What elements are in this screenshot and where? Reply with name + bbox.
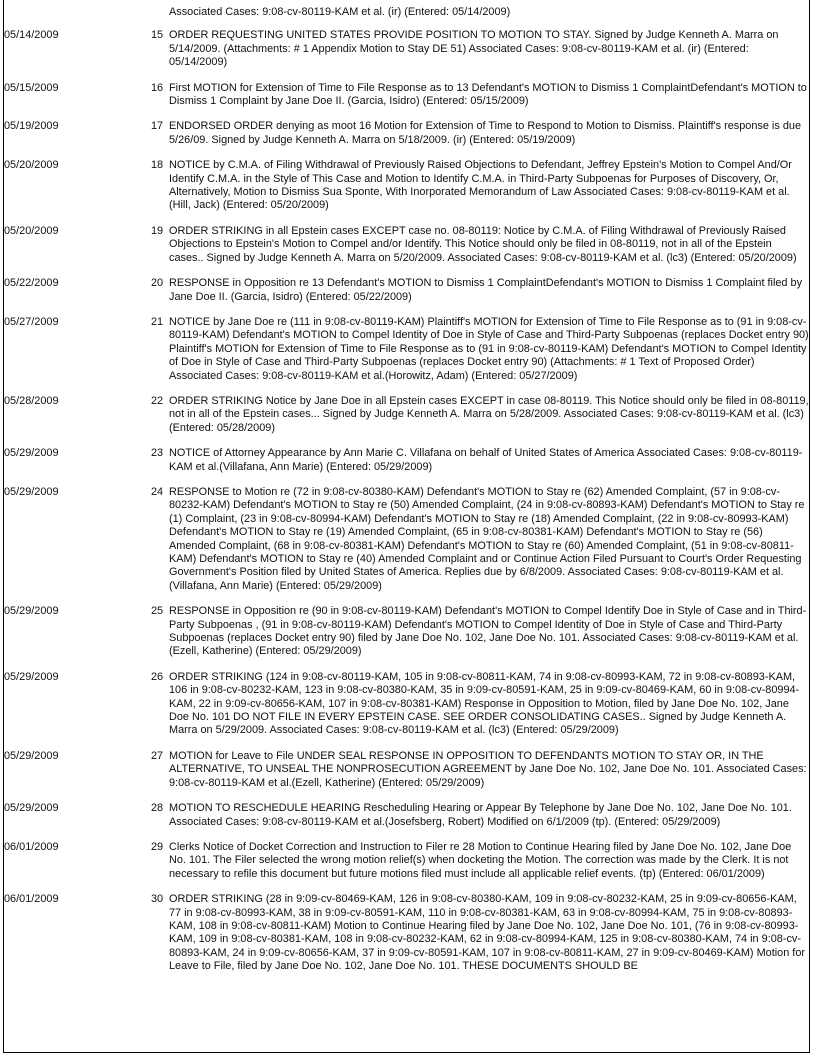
entry-text: NOTICE by Jane Doe re (111 in 9:08-cv-80119-KAM) Plaintiff's MOTION for Extension of Time to File Response as to (91 in 9:08-cv-80119-KAM) Defendant's MOTION to Compel Identity of Doe in Style of Case and Third-Party Subpoenas (replaces Docket entry 90) Plaintiff's MOTION for Extension of Time to File Response as to (91 in 9:08-cv-80119-KAM) Defendant's MOTION to Compel Identity of Doe in Style of Case and Third-Party Subpoenas (replaces Docket entry 90) (Attachments: # 1 Text of Proposed Order) Associated Cases: 9:08-cv-80119-KAM et al.(Horowitz, Adam) (Entered: 05/27/2009) — [169, 315, 809, 382]
entry-date: 05/29/2009 — [4, 670, 59, 683]
entry-date: 05/27/2009 — [4, 315, 59, 328]
entry-date: 05/22/2009 — [4, 277, 59, 290]
entry-date: 05/15/2009 — [4, 81, 59, 94]
entry-number: 27 — [151, 749, 164, 762]
entry-date: 06/01/2009 — [4, 893, 59, 906]
entry-text: ORDER REQUESTING UNITED STATES PROVIDE POSITION TO MOTION TO STAY. Signed by Judge Kenneth A. Marra on 5/14/2009. (Attachments: # 1 Appendix Motion to Stay DE 51) Associated Cases: 9:08-cv-80119-KAM et al. (ir) (Entered: 05/14/2009) — [169, 29, 779, 69]
entry-text: RESPONSE in Opposition re 13 Defendant's MOTION to Dismiss 1 ComplaintDefendant's MOTION to Dismiss 1 Complaint filed by Jane Doe II. (Garcia, Isidro) (Entered: 05/22/2009) — [169, 277, 803, 303]
entry-text: ORDER STRIKING in all Epstein cases EXCEPT case no. 08-80119: Notice by C.M.A. of Filing Withdrawal of Previously Raised Objections to Epstein's Motion to Compel and/or Identify. This Notice should only be filed in 08-80119, not in all of the Epstein cases.. Signed by Judge Kenneth A. Marra on 5/20/2009. Associated Cases: 9:08-cv-80119-KAM et al. (lc3) (Entered: 05/20/2009) — [169, 224, 797, 264]
entry-text: ENDORSED ORDER denying as moot 16 Motion for Extension of Time to Respond to Motion to Dismiss. Plaintiff's response is due 5/26/09. Signed by Judge Kenneth A. Marra on 5/18/2009. (ir) (Entered: 05/19/2009) — [169, 120, 801, 146]
docket-entry-row — [4, 666, 809, 745]
entry-text: First MOTION for Extension of Time to File Response as to 13 Defendant's MOTION to Dismiss 1 ComplaintDefendant's MOTION to Dismiss 1 Complaint by Jane Doe II. (Garcia, Isidro) (Entered: 05/15/2009) — [169, 81, 807, 108]
entry-number: 21 — [151, 315, 164, 328]
continuation-text: Associated Cases: 9:08-cv-80119-KAM et al. (ir) (Entered: 05/14/2009) — [169, 6, 511, 18]
entry-number: 18 — [151, 159, 164, 172]
docket-entry-row — [4, 220, 809, 272]
docket-entry-row — [4, 797, 809, 836]
entry-number: 22 — [151, 394, 164, 407]
entry-number: 17 — [151, 120, 164, 133]
entry-date: 05/29/2009 — [4, 749, 59, 762]
entry-text: ORDER STRIKING (124 in 9:08-cv-80119-KAM, 105 in 9:08-cv-80811-KAM, 74 in 9:08-cv-80993-KAM, 72 in 9:08-cv-80893-KAM, 106 in 9:08-cv-80232-KAM, 123 in 9:08-cv-80380-KAM, 35 in 9:09-cv-80591-KAM, 25 in 9:09-cv-80469-KAM, 60 in 9:08-cv-80994-KAM, 22 in 9:09-cv-80656-KAM, 107 in 9:08-cv-80381-KAM) Response in Opposition to Motion, filed by Jane Doe No. 102, Jane Doe No. 101 DO NOT FILE IN EVERY EPSTEIN CASE. SEE ORDER CONSOLIDATING CASES.. Signed by Judge Kenneth A. Marra on 5/29/2009. Associated Cases: 9:08-cv-80119-KAM et al. (lc3) (Entered: 05/29/2009) — [169, 670, 800, 737]
docket-entry-row — [4, 888, 809, 980]
docket-entry-row — [4, 311, 809, 390]
entry-text: RESPONSE in Opposition re (90 in 9:08-cv-80119-KAM) Defendant's MOTION to Compel Identify Doe in Style of Case and in Third-Party Subpoenas , (91 in 9:08-cv-80119-KAM) Defendant's MOTION to Compel Identity of Doe in Style of Case and Third-Party Subpoenas (replaces Docket entry 90) filed by Jane Doe No. 102, Jane Doe No. 101. Associated Cases: 9:08-cv-80119-KAM et al.(Ezell, Katherine) (Entered: 05/29/2009) — [169, 605, 807, 658]
entry-date: 06/01/2009 — [4, 840, 59, 853]
entry-date: 05/29/2009 — [4, 485, 59, 498]
docket-entry-row — [4, 115, 809, 154]
entry-text: MOTION TO RESCHEDULE HEARING Rescheduling Hearing or Appear By Telephone by Jane Doe No. 102, Jane Doe No. 101. Associated Cases: 9:08-cv-80119-KAM et al.(Josefsberg, Robert) Modified on 6/1/2009 (tp). (Entered: 05/29/2009) — [169, 802, 792, 828]
entry-number: 23 — [151, 447, 164, 460]
entry-date: 05/14/2009 — [4, 29, 59, 42]
docket-entry-row — [4, 442, 809, 481]
docket-entry-row — [4, 77, 809, 116]
entry-number: 29 — [151, 840, 164, 853]
entry-number: 24 — [151, 485, 164, 498]
docket-entry-row — [4, 481, 809, 600]
entry-date: 05/29/2009 — [4, 605, 59, 618]
entry-number: 28 — [151, 802, 164, 815]
docket-continuation-row — [4, 0, 809, 24]
docket-entry-row — [4, 154, 809, 220]
docket-entry-row — [4, 24, 809, 76]
entry-date: 05/29/2009 — [4, 447, 59, 460]
entry-number: 25 — [151, 605, 164, 618]
entry-number: 20 — [151, 277, 164, 290]
docket-entry-row — [4, 272, 809, 311]
entry-text: ORDER STRIKING (28 in 9:09-cv-80469-KAM, 126 in 9:08-cv-80380-KAM, 109 in 9:08-cv-80232-KAM, 25 in 9:09-cv-80656-KAM, 77 in 9:08-cv-80993-KAM, 38 in 9:09-cv-80591-KAM, 110 in 9:08-cv-80381-KAM, 63 in 9:08-cv-80994-KAM, 75 in 9:08-cv-80893-KAM, 108 in 9:08-cv-80811-KAM) Motion to Continue Hearing filed by Jane Doe No. 102, Jane Doe No. 101, (76 in 9:08-cv-80993-KAM, 109 in 9:08-cv-80381-KAM, 108 in 9:08-cv-80232-KAM, 62 in 9:08-cv-80994-KAM, 125 in 9:08-cv-80380-KAM, 74 in 9:08-cv-80893-KAM, 24 in 9:09-cv-80656-KAM, 37 in 9:09-cv-80591-KAM, 107 in 9:08-cv-80811-KAM, 27 in 9:09-cv-80469-KAM) Motion for Leave to File, filed by Jane Doe No. 102, Jane Doe No. 101. THESE DOCUMENTS SHOULD BE — [169, 893, 806, 973]
entry-text: MOTION for Leave to File UNDER SEAL RESPONSE IN OPPOSITION TO DEFENDANTS MOTION TO STAY OR, IN THE ALTERNATIVE, TO UNSEAL THE NONPROSECUTION AGREEMENT by Jane Doe No. 102, Jane Doe No. 101. Associated Cases: 9:08-cv-80119-KAM et al.(Ezell, Katherine) (Entered: 05/29/2009) — [169, 749, 807, 789]
entry-number: 16 — [151, 81, 164, 94]
entry-date: 05/19/2009 — [4, 120, 59, 133]
entry-text: NOTICE by C.M.A. of Filing Withdrawal of Previously Raised Objections to Defendant, Jeffrey Epstein's Motion to Compel And/Or Identify C.M.A. in the Style of This Case and Motion to Identify C.M.A. in Third-Party Subpoenas for Purposes of Discovery, Or, Alternatively, Motion to Dismiss Sua Sponte, With Inorporated Memorandum of Law Associated Cases: 9:08-cv-80119-KAM et al.(Hill, Jack) (Entered: 05/20/2009) — [169, 159, 792, 212]
entry-number: 15 — [151, 29, 164, 42]
docket-entry-row — [4, 390, 809, 442]
entry-text: NOTICE of Attorney Appearance by Ann Marie C. Villafana on behalf of United States of America Associated Cases: 9:08-cv-80119-KAM et al.(Villafana, Ann Marie) (Entered: 05/29/2009) — [169, 447, 803, 473]
entry-text: Clerks Notice of Docket Correction and Instruction to Filer re 28 Motion to Continue Hearing filed by Jane Doe No. 102, Jane Doe No. 101. The Filer selected the wrong motion relief(s) when docketing the Motion. The correction was made by the Clerk. It is not necessary to refile this document but future motions filed must include all applicable relief events. (tp) (Entered: 06/01/2009) — [169, 840, 792, 880]
entry-date: 05/20/2009 — [4, 159, 59, 172]
entry-text: RESPONSE to Motion re (72 in 9:08-cv-80380-KAM) Defendant's MOTION to Stay re (62) Amended Complaint, (57 in 9:08-cv-80232-KAM) Defendant's MOTION to Stay re (50) Amended Complaint, (24 in 9:08-cv-80893-KAM) Defendant's MOTION to Stay re (1) Complaint, (23 in 9:08-cv-80994-KAM) Defendant's MOTION to Stay re (18) Amended Complaint, (22 in 9:08-cv-80993-KAM) Defendant's MOTION to Stay re (19) Amended Complaint, (65 in 9:08-cv-80381-KAM) Defendant's MOTION to Stay re (56) Amended Complaint, (68 in 9:08-cv-80381-KAM) Defendant's MOTION to Stay re (60) Amended Complaint, (51 in 9:08-cv-80811-KAM) Defendant's MOTION to Stay re (40) Amended Complaint and or Continue Action Filed Pursuant to Court's Order Requesting Government's Position filed by United States of America. Replies due by 6/8/2009. Associated Cases: 9:08-cv-80119-KAM et al.(Villafana, Ann Marie) (Entered: 05/29/2009) — [169, 485, 805, 592]
docket-body — [4, 0, 809, 981]
docket-entry-row — [4, 836, 809, 888]
entry-date: 05/20/2009 — [4, 224, 59, 237]
docket-entry-row — [4, 600, 809, 666]
entry-number: 30 — [151, 893, 164, 906]
docket-page — [3, 0, 810, 1053]
docket-table — [4, 0, 809, 981]
entry-date: 05/28/2009 — [4, 394, 59, 407]
entry-number: 26 — [151, 670, 164, 683]
entry-text: ORDER STRIKING Notice by Jane Doe in all Epstein cases EXCEPT in case 08-80119. This Notice should only be filed in 08-80119, not in all of the Epstein cases... Signed by Judge Kenneth A. Marra on 5/28/2009. Associated Cases: 9:08-cv-80119-KAM et al. (lc3) (Entered: 05/28/2009) — [169, 394, 809, 434]
entry-date: 05/29/2009 — [4, 802, 59, 815]
docket-entry-row — [4, 745, 809, 797]
entry-number: 19 — [151, 224, 164, 237]
